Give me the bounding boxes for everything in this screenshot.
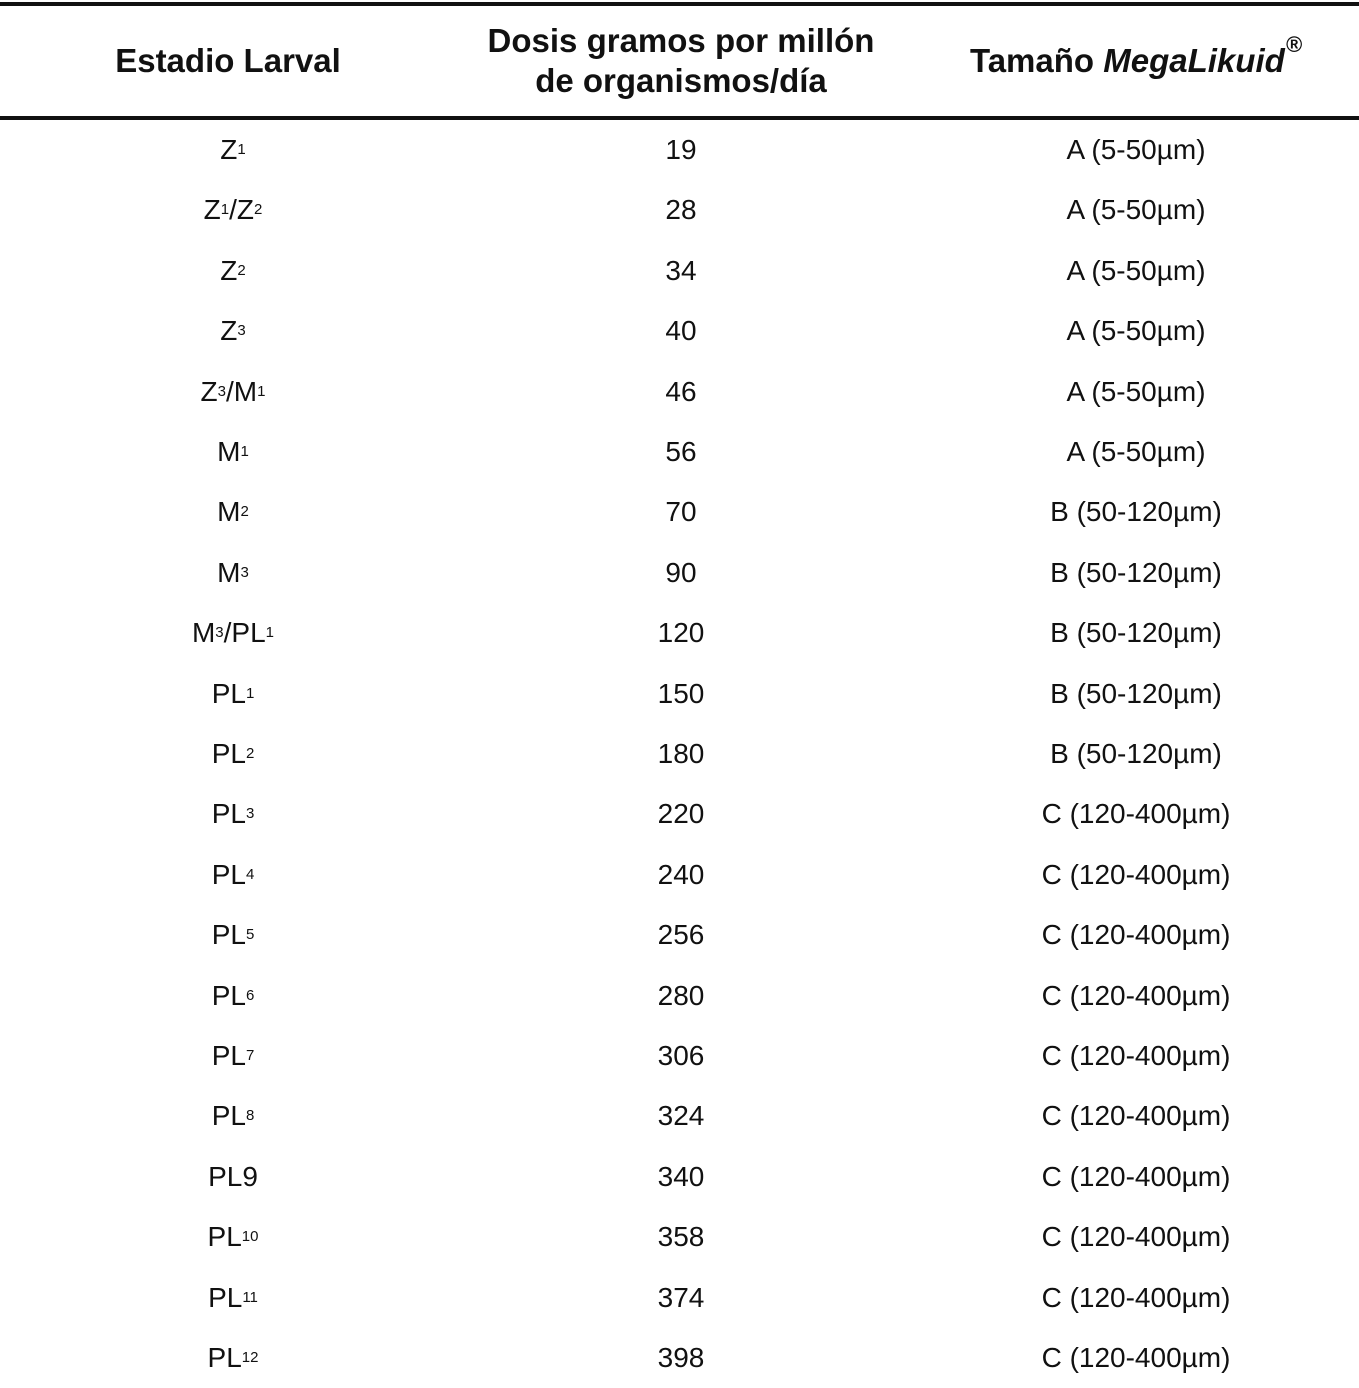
cell-size: A (5-50µm) <box>1066 375 1206 407</box>
cell-stage: PL 4 <box>211 858 255 890</box>
table-row <box>0 1328 1359 1388</box>
cell-stage: Z 1 /Z 2 <box>203 194 263 226</box>
table-row <box>0 845 1359 905</box>
cell-dose: 280 <box>657 979 705 1011</box>
table-row <box>0 1086 1359 1146</box>
stage-text: PL <box>211 1040 246 1071</box>
registered-mark: ® <box>1285 32 1302 57</box>
cell-size: C (120-400µm) <box>1041 1100 1231 1132</box>
table-row <box>0 1268 1359 1328</box>
stage-text: PL <box>211 858 246 890</box>
stage-text: M <box>217 436 241 467</box>
stage-text: PL <box>208 1281 243 1313</box>
cell-size: C (120-400µm) <box>1041 1281 1231 1313</box>
cell-stage: PL 3 <box>211 798 255 830</box>
table-row <box>0 1207 1359 1267</box>
cell-stage: Z 1 <box>220 134 246 165</box>
cell-size: A (5-50µm) <box>1066 254 1206 286</box>
cell-stage: PL 1 <box>211 677 255 709</box>
cell-size: B (50-120µm) <box>1050 496 1222 528</box>
table-row <box>0 180 1359 240</box>
cell-dose: 70 <box>665 496 697 528</box>
cell-dose: 150 <box>657 677 705 709</box>
cell-dose: 256 <box>657 919 705 951</box>
table-row <box>0 905 1359 965</box>
cell-stage: PL 12 <box>207 1342 259 1373</box>
stage-text: PL <box>211 677 246 709</box>
stage-text: M <box>217 556 241 588</box>
table-row <box>0 422 1359 482</box>
cell-stage: PL 7 <box>211 1040 255 1071</box>
stage-text: /M <box>226 375 258 407</box>
stage-text: Z <box>200 375 218 407</box>
cell-dose: 180 <box>657 738 705 769</box>
cell-dose: 90 <box>665 556 697 588</box>
cell-dose: 306 <box>657 1040 705 1071</box>
stage-text: Z <box>220 254 238 286</box>
header-tamano <box>906 6 1359 116</box>
cell-size: C (120-400µm) <box>1041 1040 1231 1071</box>
stage-text: PL <box>211 798 246 830</box>
cell-dose: 340 <box>657 1160 705 1192</box>
cell-size: A (5-50µm) <box>1066 436 1206 467</box>
cell-stage: M 3 <box>217 556 249 588</box>
cell-stage: PL 8 <box>211 1100 255 1132</box>
stage-text: Z <box>220 134 238 165</box>
cell-size: B (50-120µm) <box>1050 617 1222 649</box>
stage-text: PL <box>211 919 246 951</box>
stage-text: PL <box>211 1100 246 1132</box>
stage-text: /Z <box>229 194 254 226</box>
cell-size: C (120-400µm) <box>1041 1342 1231 1373</box>
cell-dose: 46 <box>665 375 697 407</box>
cell-stage <box>0 1147 466 1207</box>
header-estadio-larval <box>0 6 456 116</box>
cell-dose: 374 <box>657 1281 705 1313</box>
table-header <box>0 6 1359 116</box>
cell-dose: 34 <box>665 254 697 286</box>
cell-size: C (120-400µm) <box>1041 979 1231 1011</box>
table-row <box>0 966 1359 1026</box>
table-row <box>0 482 1359 542</box>
cell-size: B (50-120µm) <box>1050 738 1222 769</box>
stage-text: M <box>191 617 216 649</box>
cell-stage: PL 10 <box>207 1221 259 1253</box>
cell-dose: 56 <box>665 436 697 467</box>
header-col1-text: Estadio Larval <box>115 42 341 79</box>
table-row <box>0 362 1359 422</box>
cell-size: C (120-400µm) <box>1041 798 1231 830</box>
stage-text: Z <box>220 315 238 347</box>
cell-size: C (120-400µm) <box>1041 1221 1231 1253</box>
cell-stage: PL 5 <box>211 919 255 951</box>
cell-size: C (120-400µm) <box>1041 858 1231 890</box>
cell-dose: 398 <box>657 1342 705 1373</box>
stage-text: PL <box>211 979 246 1011</box>
table-row <box>0 301 1359 361</box>
cell-dose: 120 <box>657 617 705 649</box>
stage-text: PL <box>207 1221 242 1253</box>
cell-dose: 19 <box>665 134 697 165</box>
cell-size: A (5-50µm) <box>1066 315 1206 347</box>
cell-dose: 28 <box>665 194 697 226</box>
table-row <box>0 120 1359 180</box>
cell-stage: M 3 /PL 1 <box>191 617 275 649</box>
header-col3-prefix: Tamaño <box>970 42 1104 79</box>
cell-stage: Z 3 <box>220 315 246 347</box>
cell-stage: M 2 <box>217 496 249 528</box>
table-row <box>0 1147 1359 1207</box>
cell-stage: Z 2 <box>220 254 246 286</box>
table-row <box>0 603 1359 663</box>
cell-dose: 324 <box>657 1100 705 1132</box>
cell-stage: PL 6 <box>211 979 255 1011</box>
stage-text: PL9 <box>208 1160 258 1192</box>
stage-text: Z <box>203 194 221 226</box>
header-dosis <box>456 6 906 116</box>
cell-dose: 40 <box>665 315 697 347</box>
cell-size: A (5-50µm) <box>1066 194 1206 226</box>
table-row <box>0 784 1359 844</box>
table-row <box>0 1026 1359 1086</box>
cell-size: C (120-400µm) <box>1041 1160 1231 1192</box>
cell-size: B (50-120µm) <box>1050 677 1222 709</box>
header-col2-line2: de organismos/día <box>535 62 827 99</box>
cell-stage: PL 2 <box>211 738 255 769</box>
stage-text: M <box>217 496 241 528</box>
cell-size: A (5-50µm) <box>1066 134 1206 165</box>
cell-dose: 240 <box>657 858 705 890</box>
table-row <box>0 664 1359 724</box>
header-col2-line1: Dosis gramos por millón <box>487 22 875 59</box>
cell-size: B (50-120µm) <box>1050 556 1222 588</box>
table-row <box>0 543 1359 603</box>
table-row <box>0 724 1359 784</box>
stage-text: PL <box>207 1342 242 1373</box>
stage-text: /PL <box>223 617 266 649</box>
cell-size: C (120-400µm) <box>1041 919 1231 951</box>
cell-stage: M 1 <box>217 436 249 467</box>
cell-stage: PL 11 <box>208 1281 258 1313</box>
table-row <box>0 241 1359 301</box>
header-col3-brand: MegaLikuid <box>1103 42 1285 79</box>
cell-stage: Z 3 /M 1 <box>200 375 266 407</box>
cell-dose: 220 <box>657 798 705 830</box>
stage-text: PL <box>211 738 246 769</box>
cell-dose: 358 <box>657 1221 705 1253</box>
